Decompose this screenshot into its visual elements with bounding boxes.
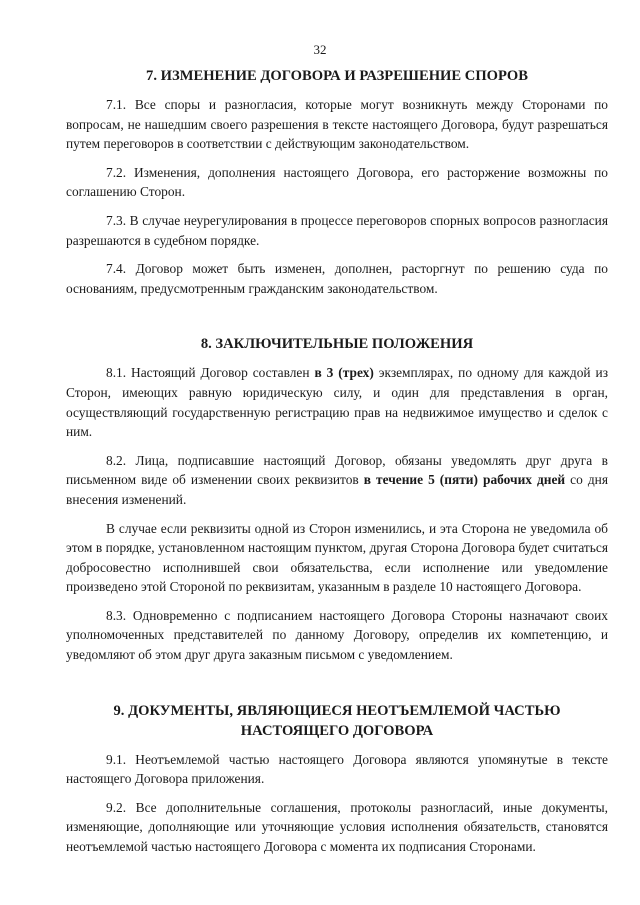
clause-8-2 [66,451,608,510]
clause-8-2-text-a: 8.2. Лица, подписавшие настоящий Договор, обязаны уведомлять друг друга в письменном виде об изменении своих реквизитов [66,452,608,488]
document-body [66,66,608,857]
clause-7-3: 7.3. В случае неурегулирования в процессе переговоров спорных вопросов разногласия разрешаются в судебном порядке. [66,212,608,248]
clause-8-2-continuation: В случае если реквизиты одной из Сторон изменились, и эта Сторона не уведомила об этом в порядке, установленном настоящим пунктом, другая Сторона Договора будет считаться добросовестно исполнившей свои обязательства, если исполнение или уведомление произведено этой Стороной по реквизитам, указанным в разделе 10 настоящего Договора. [66,520,608,595]
section-9 [66,701,608,857]
clause-9-2: 9.2. Все дополнительные соглашения, протоколы разногласий, иные документы, изменяющие, дополняющие или уточняющие условия исполнения обязательств, становятся неотъемлемой частью настоящего Договора с момента их подписания Сторонами. [66,799,608,855]
section-7-title: 7. ИЗМЕНЕНИЕ ДОГОВОРА И РАЗРЕШЕНИЕ СПОРОВ [146,68,528,84]
clause-9-1: 9.1. Неотъемлемой частью настоящего Договора являются упомянутые в тексте настоящего Договора приложения. [66,751,608,787]
clause-8-1-text-a: 8.1. Настоящий Договор составлен [106,365,315,381]
clause-7-4: 7.4. Договор может быть изменен, дополнен, расторгнут по решению суда по основаниям, предусмотренным гражданским законодательством. [66,261,608,296]
page-number: 32 [313,42,327,57]
section-7 [66,66,608,298]
section-9-title-line-2: НАСТОЯЩЕГО ДОГОВОРА [240,722,434,739]
clause-8-2-text-c: со дня внесения изменений. [66,472,608,507]
clause-7-2: 7.2. Изменения, дополнения настоящего Договора, его расторжение возможны по соглашению Сторон. [66,164,608,200]
clause-7-1: 7.1. Все споры и разногласия, которые могут возникнуть между Сторонами по вопросам, не нашедшим своего разрешения в тексте настоящего Договора, будут разрешаться путем переговоров в соответствии с действующим законодательством. [66,97,608,152]
section-9-title-line-1: 9. ДОКУМЕНТЫ, ЯВЛЯЮЩИЕСЯ НЕОТЪЕМЛЕМОЙ ЧАСТЬЮ [113,702,561,719]
section-8 [66,334,608,664]
clause-8-3: 8.3. Одновременно с подписанием настоящего Договора Стороны назначают своих уполномоченных представителей по данному Договору, определив их компетенцию, и уведомляют об этом друг друга заказным письмом с уведомлением. [66,607,608,663]
clause-8-1-bold: в 3 (трех) [314,365,374,381]
clause-8-1-text-c: экземплярах, по одному для каждой из Сторон, имеющих равную юридическую силу, и один для представления в орган, осуществляющий государственную регистрацию прав на недвижимое имущество и сделок с ним. [66,365,608,440]
section-8-title: 8. ЗАКЛЮЧИТЕЛЬНЫЕ ПОЛОЖЕНИЯ [200,336,474,353]
clause-8-1 [66,363,608,441]
clause-8-2-bold: в течение 5 (пяти) рабочих дней [363,472,566,488]
